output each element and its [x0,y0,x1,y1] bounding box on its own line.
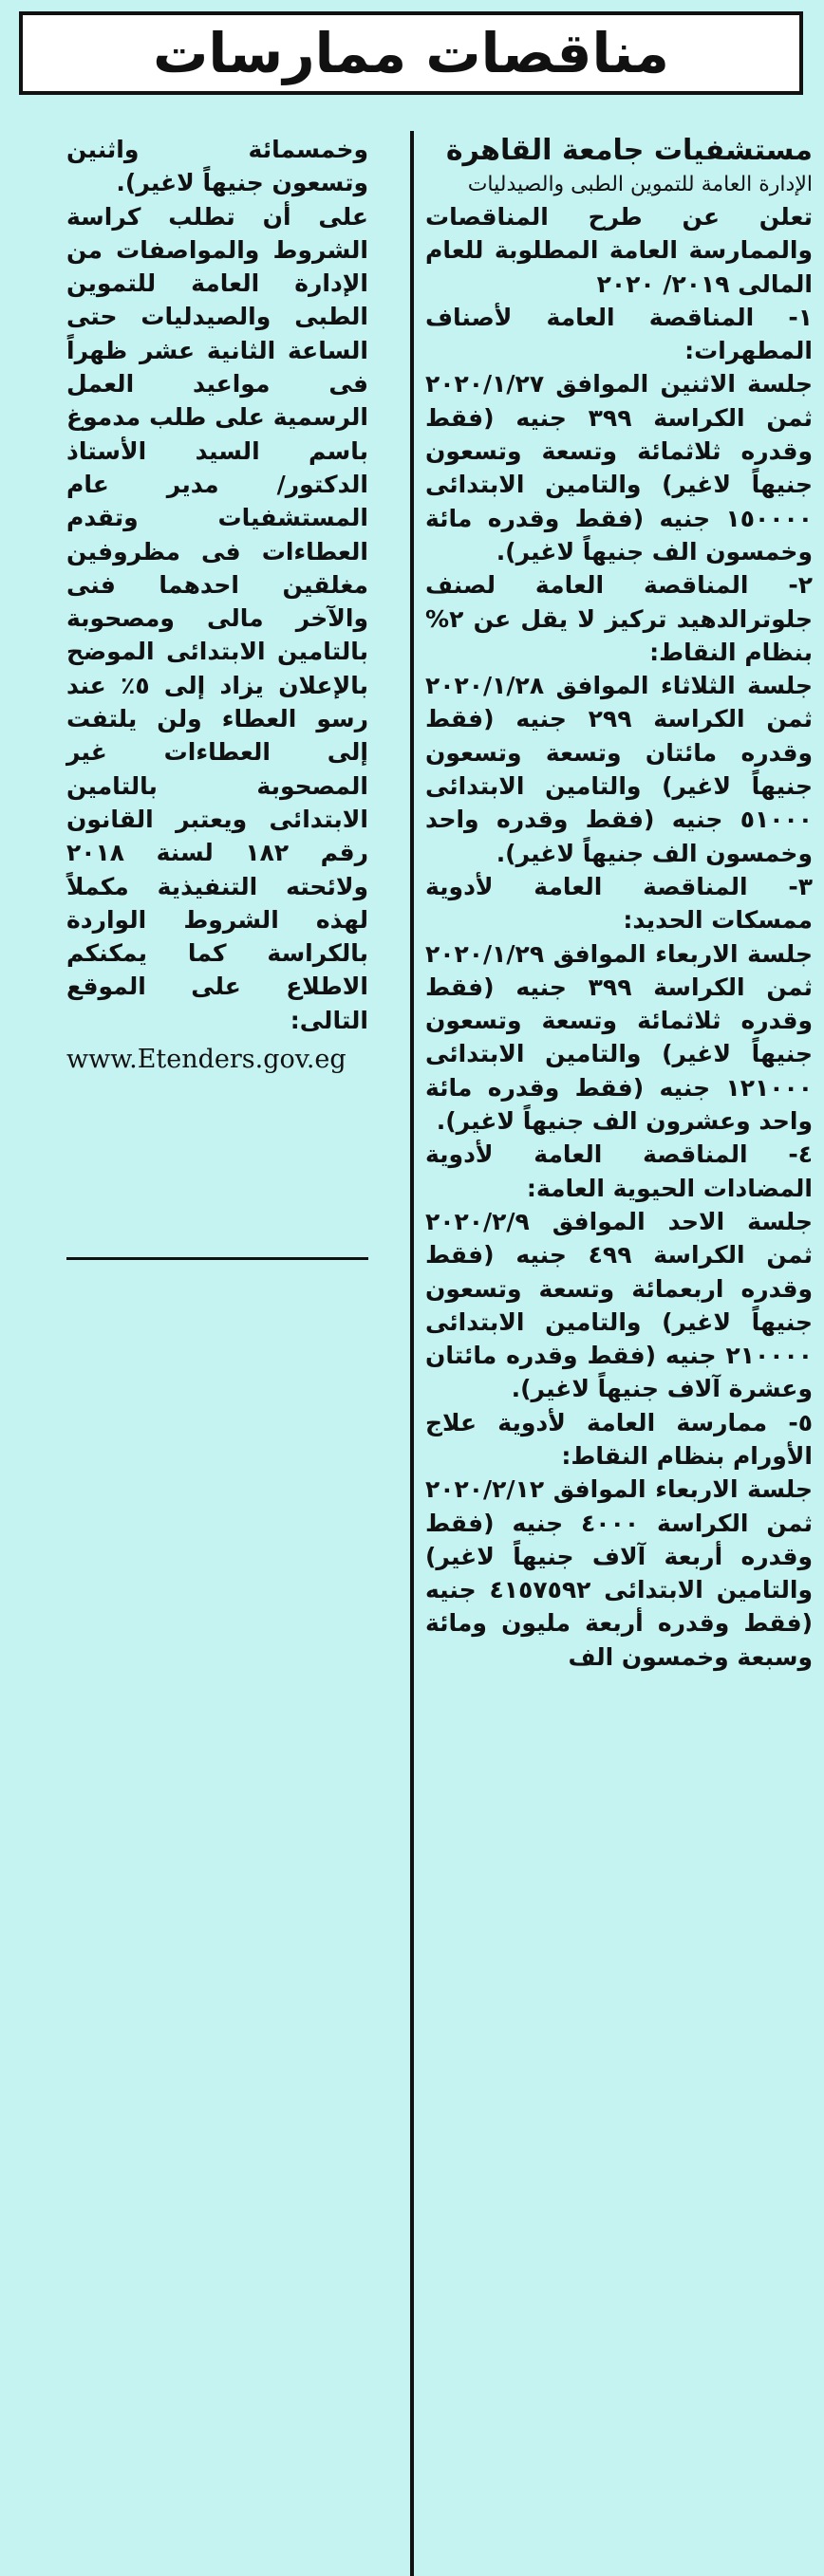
right-column [425,133,813,1674]
tender-item-heading: ٤- المناقصة العامة لأدوية المضادات الحيوية العامة: [425,1140,813,1202]
tender-item-heading: ٢- المناقصة العامة لصنف جلوترالدهيد تركيز لا يقل عن ٢% بنظام النقاط: [425,571,813,666]
intro-text: تعلن عن طرح المناقصات والممارسة العامة المطلوبة للعام المالى ٢٠١٩/ ٢٠٢٠ [425,203,813,298]
header-title: مناقصات ممارسات [153,21,669,85]
tender-item-heading: ٥- ممارسة العامة لأدوية علاج الأورام بنظام النقاط: [425,1408,813,1470]
tender-item-body: جلسة الاربعاء الموافق ٢٠٢٠/٢/١٢ ثمن الكراسة ٤٠٠٠ جنيه (فقط وقدره أربعة آلاف جنيهاً لاغير) والتامين الابتدائى ٤١٥٧٥٩٢ جنيه (فقط وقدره أربعة مليون ومائة وسبعة وخمسون الف [425,1475,813,1671]
left-column [66,133,368,1079]
tender-item-body: جلسة الثلاثاء الموافق ٢٠٢٠/١/٢٨ ثمن الكراسة ٢٩٩ جنيه (فقط وقدره مائتان وتسعة وتسعون جنيهاً لاغير) والتامين الابتدائى ٥١٠٠٠ جنيه (فقط وقدره واحد وخمسون الف جنيهاً لاغير). [425,672,813,867]
tender-item-body: جلسة الاثنين الموافق ٢٠٢٠/١/٢٧ ثمن الكراسة ٣٩٩ جنيه (فقط وقدره ثلاثمائة وتسعة وتسعون جنيهاً لاغير) والتامين الابتدائى ١٥٠٠٠٠ جنيه (فقط وقدره مائة وخمسون الف جنيهاً لاغير). [425,370,813,565]
terms-text: على أن تطلب كراسة الشروط والمواصفات من الإدارة العامة للتموين الطبى والصيدليات حتى الساعة الثانية عشر ظهراً فى مواعيد العمل الرسمية على طلب مدموغ باسم السيد الأستاذ الدكتور/ مدير عام المستشفيات وتقدم العطاءات فى مظروفين مغلقين احدهما فنى والآخر مالى ومصحوبة بالتامين الابتدائى الموضح بالإعلان يزاد إلى ٥٪ عند رسو العطاء ولن يلتفت إلى العطاءات غير المصحوبة بالتامين الابتدائى ويعتبر القانون رقم ١٨٢ لسنة ٢٠١٨ ولائحته التنفيذية مكملاً لهذه الشروط الواردة بالكراسة كما يمكنكم الاطلاع على الموقع التالى: [66,202,368,1034]
column-divider [410,131,414,2576]
tender-item-heading: ١- المناقصة العامة لأصناف المطهرات: [425,303,813,365]
continuation-text: وخمسمائة واثنين وتسعون جنيهاً لاغير). [66,136,368,197]
tender-item-body: جلسة الاربعاء الموافق ٢٠٢٠/١/٢٩ ثمن الكراسة ٣٩٩ جنيه (فقط وقدره ثلاثمائة وتسعة وتسعون جنيهاً لاغير) والتامين الابتدائى ١٢١٠٠٠ جنيه (فقط وقدره مائة واحد وعشرون الف جنيهاً لاغير). [425,939,813,1136]
org-title: مستشفيات جامعة القاهرة [445,134,813,167]
intro-line: الإدارة العامة للتموين الطبى والصيدليات [467,173,813,196]
tender-item-body: جلسة الاحد الموافق ٢٠٢٠/٢/٩ ثمن الكراسة ٤٩٩ جنيه (فقط وقدره اربعمائة وتسعة وتسعون جنيهاً لاغير) والتامين الابتدائى ٢١٠٠٠٠ جنيه (فقط وقدره مائتان وعشرة آلاف جنيهاً لاغير). [425,1207,813,1403]
tender-item-heading: ٣- المناقصة العامة لأدوية ممسكات الحديد: [425,872,813,935]
end-rule [66,1257,368,1260]
ad-header-box [19,11,803,95]
website-link[interactable]: www.Etenders.gov.eg [66,1045,346,1075]
